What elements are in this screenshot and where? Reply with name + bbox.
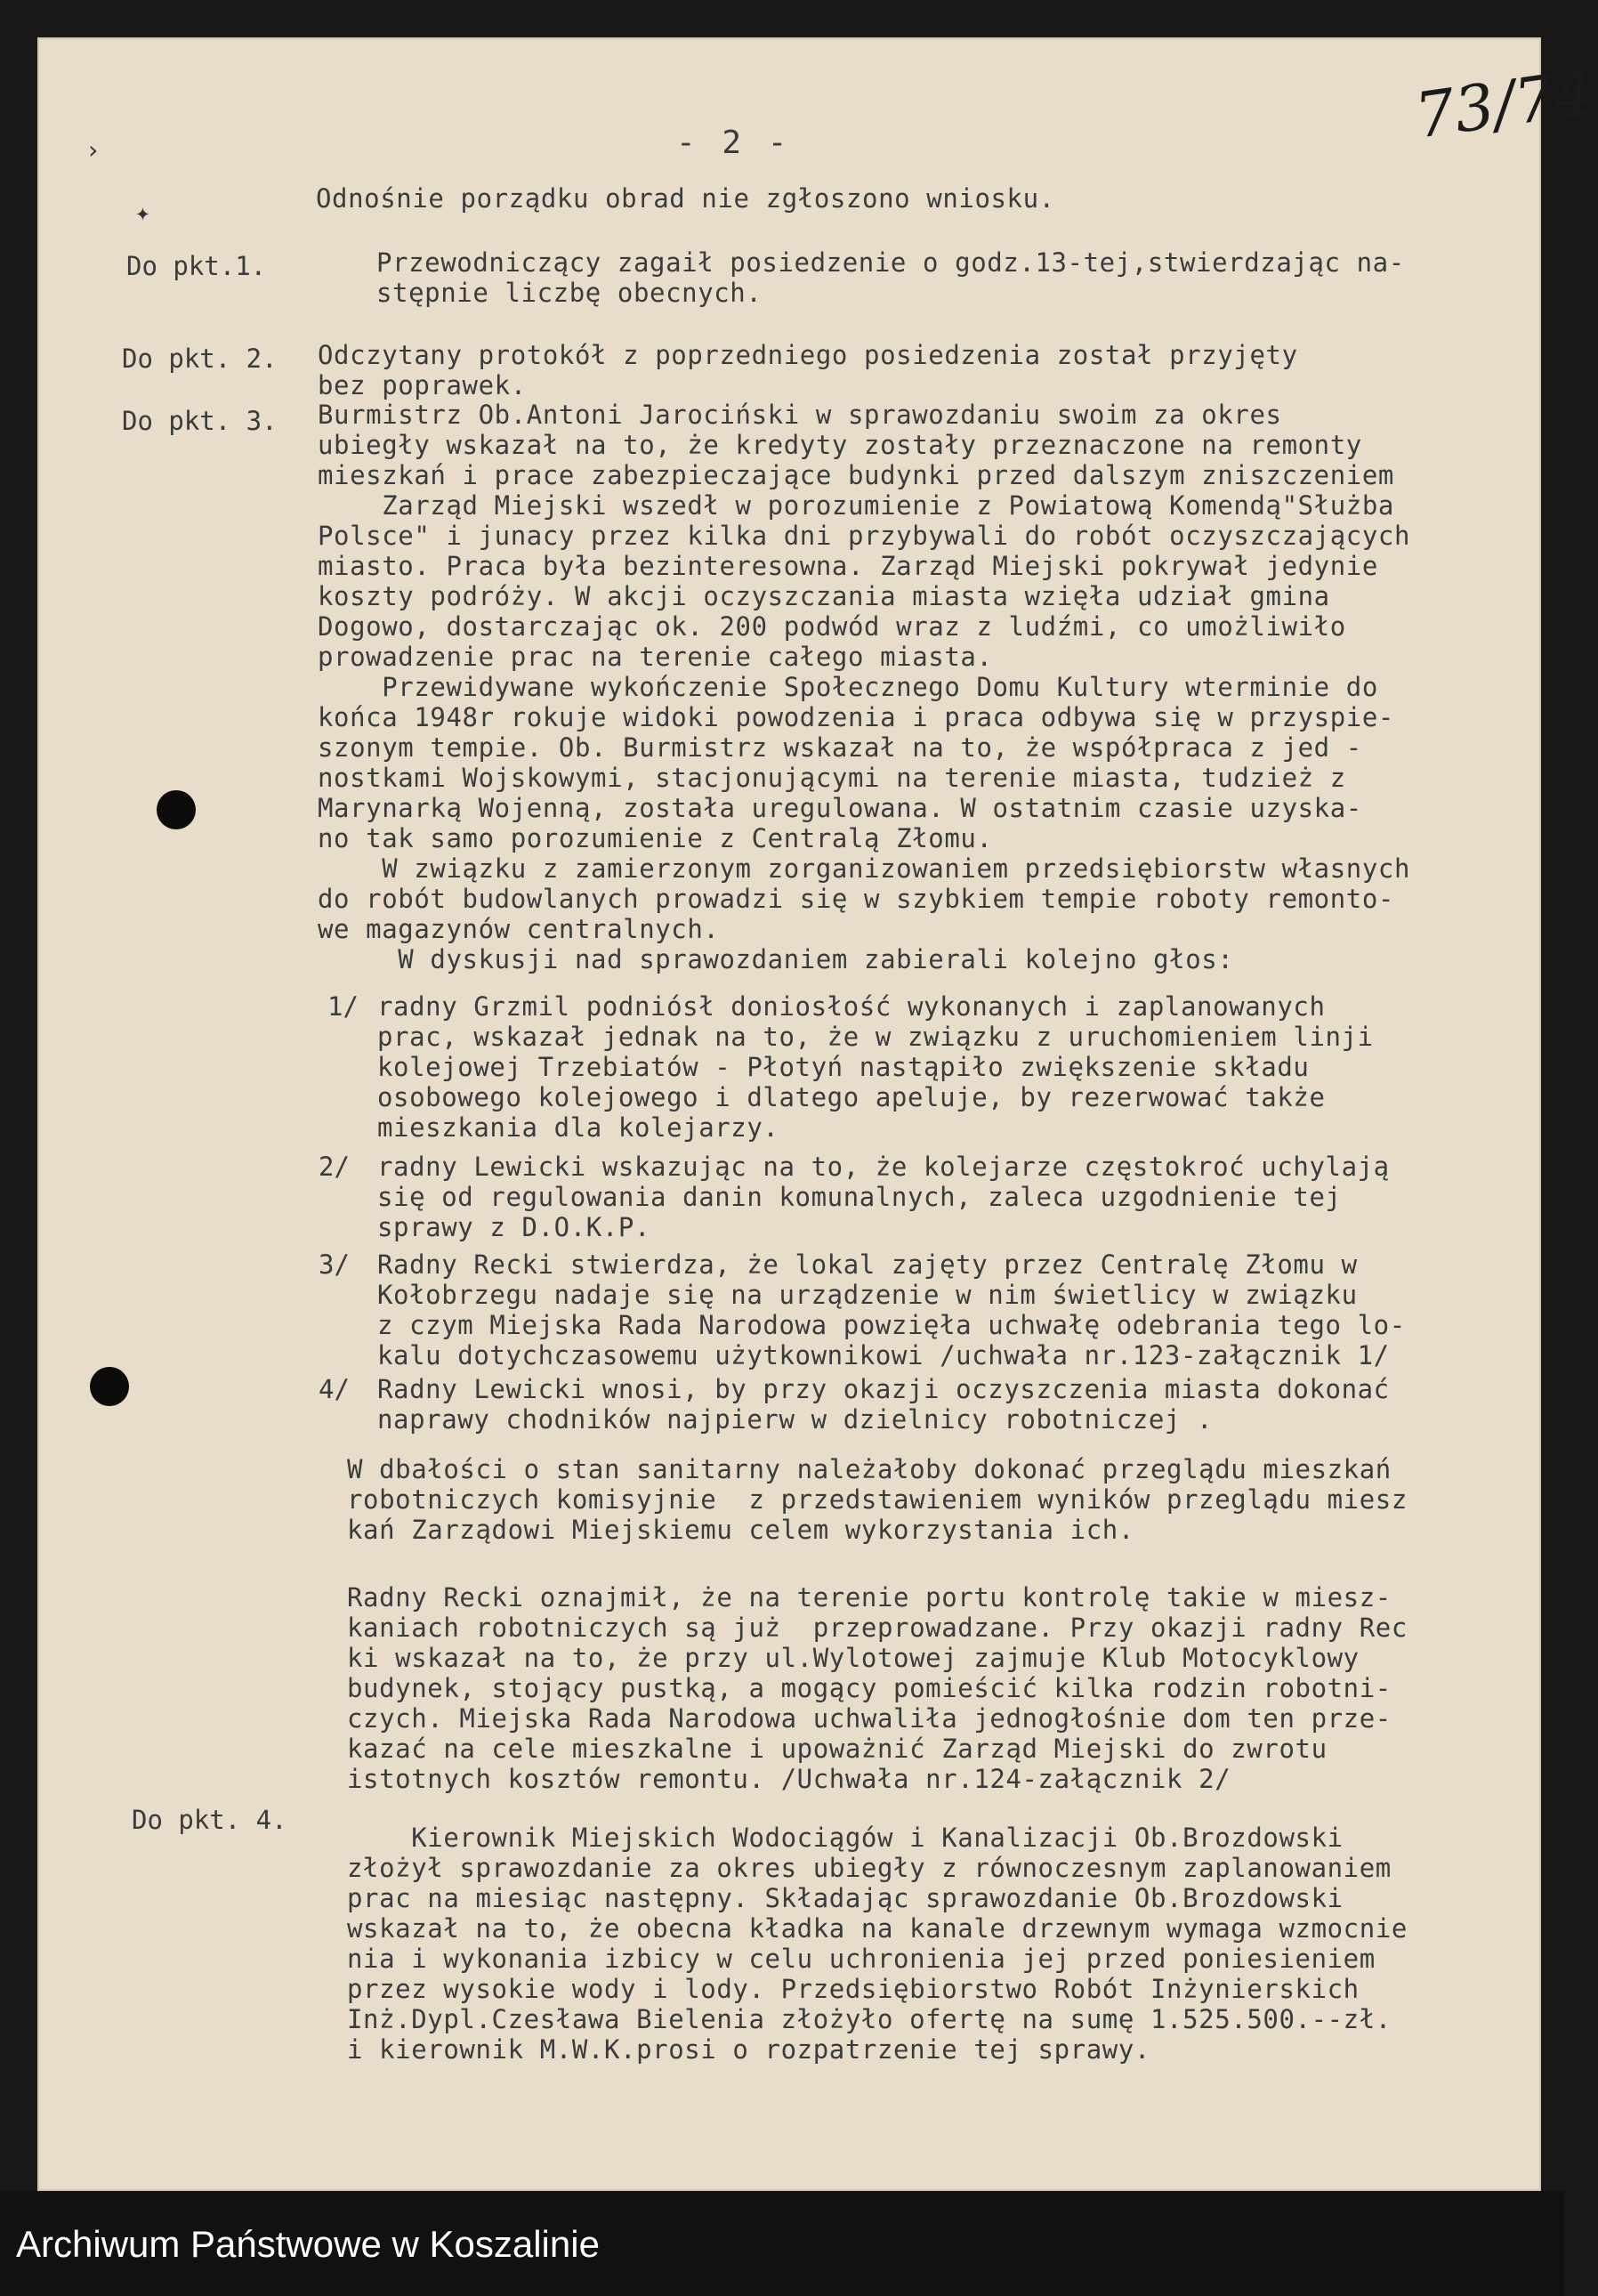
intro-line: Odnośnie porządku obrad nie zgłoszono wniosku. xyxy=(316,183,1055,214)
item2-text: radny Lewicki wskazując na to, że kolejarze częstokroć uchylają się od regulowania danin komunalnych, zaleca uzgodnienie tej sprawy z D.O.K.P. xyxy=(377,1152,1390,1242)
page-number: - 2 - xyxy=(676,125,791,161)
pkt3-label: Do pkt. 3. xyxy=(122,406,278,436)
archive-name: Archiwum Państwowe w Koszalinie xyxy=(16,2223,600,2265)
margin-mark-top: › xyxy=(85,135,101,165)
pkt1-text: Przewodniczący zagaił posiedzenie o godz.13-tej,stwierdzając na- stępnie liczbę obecnych. xyxy=(376,247,1405,308)
pkt4-label: Do pkt. 4. xyxy=(132,1805,287,1835)
punch-hole-bottom xyxy=(90,1367,129,1406)
item4-text: Radny Lewicki wnosi, by przy okazji oczyszczenia miasta dokonać naprawy chodników najpierw w dzielnicy robotniczej . xyxy=(377,1374,1390,1435)
margin-mark-arrow: ✦ xyxy=(135,198,150,227)
pkt2-label: Do pkt. 2. xyxy=(122,344,278,374)
pkt2-text: Odczytany protokół z poprzedniego posiedzenia został przyjęty bez poprawek. xyxy=(318,340,1298,400)
item4-label: 4/ xyxy=(319,1374,350,1404)
item3-label: 3/ xyxy=(319,1249,350,1280)
pkt4-text: Kierownik Miejskich Wodociągów i Kanalizacji Ob.Brozdowski złożył sprawozdanie za okres ubiegły z równoczesnym zaplanowaniem prac na miesiąc następny. Składając sprawozdanie Ob.Brozdowski wskazał na to, że obecna kładka na kanale drzewnym wymaga wzmocnie nia i wykonania izbicy w celu uchronienia jej przed poniesieniem przez wysokie wody i lody. Przedsiębiorstwo Robót Inżynierskich Inż.Dypl.Czesława Bielenia złożyło ofertę na sumę 1.525.500.--zł. i kierownik M.W.K.prosi o rozpatrzenie tej sprawy. xyxy=(347,1823,1408,2065)
handwritten-folio-number: 73/74 xyxy=(1410,55,1598,153)
item3-text: Radny Recki stwierdza, że lokal zajęty przez Centralę Złomu w Kołobrzegu nadaje się na urządzenie w nim świetlicy w związku z czym Miejska Rada Narodowa powzięła uchwałę odebrania tego lo- kalu dotychczasowemu użytkownikowi /uchwała nr.123-załącznik 1/ xyxy=(377,1249,1406,1370)
punch-hole-top xyxy=(157,790,196,829)
item2-label: 2/ xyxy=(319,1152,350,1182)
paragraph-sanitary: W dbałości o stan sanitarny należałoby dokonać przeglądu mieszkań robotniczych komisyjnie z przedstawieniem wyników przeglądu miesz kań Zarządowi Miejskiemu celem wykorzystania ich. xyxy=(347,1454,1408,1545)
pkt3-text: Burmistrz Ob.Antoni Jarociński w sprawozdaniu swoim za okres ubiegły wskazał na to, że kredyty zostały przeznaczone na remonty mieszkań i prace zabezpieczające budynki przed dalszym zniszczeniem Zarząd Miejski wszedł w porozumienie z Powiatową Komendą"Służba Polsce" i junacy przez kilka dni przybywali do robót oczyszczających miasto. Praca była bezinteresowna. Zarząd Miejski pokrywał jedynie koszty podróży. W akcji oczyszczania miasta wzięła udział gmina Dogowo, dostarczając ok. 200 podwód wraz z ludźmi, co umożliwiło prowadzenie prac na terenie całego miasta. Przewidywane wykończenie Społecznego Domu Kultury wterminie do końca 1948r rokuje widoki powodzenia i praca odbywa się w przyspie- szonym tempie. Ob. Burmistrz wskazał na to, że współpraca z jed - nostkami Wojskowymi, stacjonującymi na terenie miasta, tudzież z Marynarką Wojenną, została uregulowana. W ostatnim czasie uzyska- no tak samo porozumienie z Centralą Złomu. W związku z zamierzonym zorganizowaniem przedsiębiorstw własnych do robót budowlanych prowadzi się w szybkiem tempie roboty remonto- we magazynów centralnych. W dyskusji nad sprawozdaniem zabierali kolejno głos: xyxy=(318,400,1411,974)
paragraph-recki: Radny Recki oznajmił, że na terenie portu kontrolę takie w miesz- kaniach robotniczych są już przeprowadzane. Przy okazji radny Rec ki wskazał na to, że przy ul.Wylotowej zajmuje Klub Motocyklowy budynek, stojący pustką, a mogący pomieścić kilka rodzin robotni- czych. Miejska Rada Narodowa uchwaliła jednogłośnie dom ten prze- kazać na cele mieszkalne i upoważnić Zarząd Miejski do zwrotu istotnych kosztów remontu. /Uchwała nr.124-załącznik 2/ xyxy=(347,1582,1408,1794)
item1-text: radny Grzmil podniósł doniosłość wykonanych i zaplanowanych prac, wskazał jednak na to, że w związku z uruchomieniem linji kolejowej Trzebiatów - Płotyń nastąpiło zwiększenie składu osobowego kolejowego i dlatego apeluje, by rezerwować także mieszkania dla kolejarzy. xyxy=(377,991,1374,1143)
item1-label: 1/ xyxy=(327,991,359,1022)
pkt1-label: Do pkt.1. xyxy=(126,251,267,281)
